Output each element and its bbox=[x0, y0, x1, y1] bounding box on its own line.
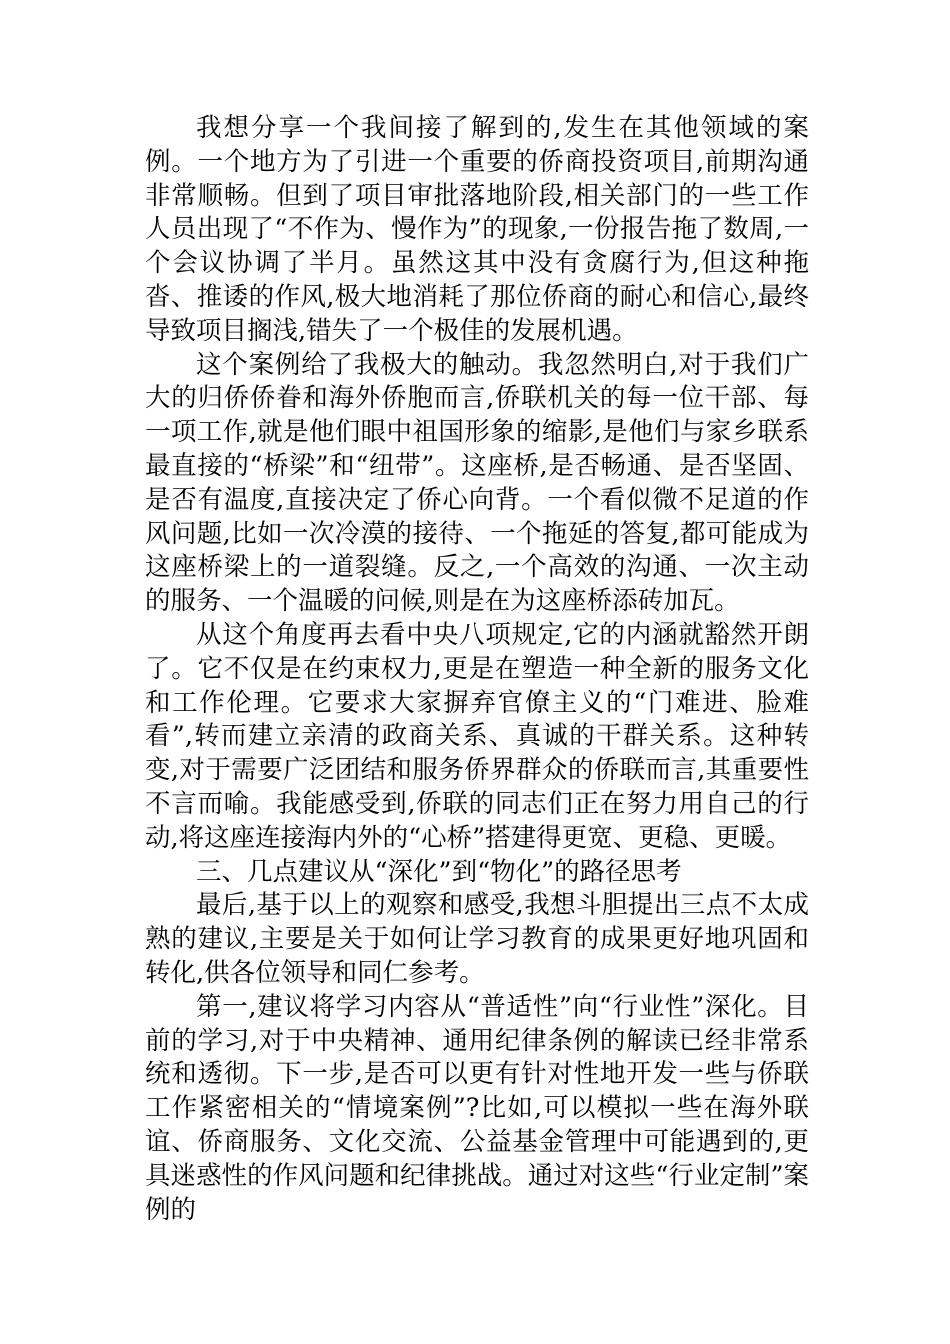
section-heading: 三、几点建议从“深化”到“物化”的路径思考 bbox=[196, 856, 682, 887]
paragraph-first-suggestion: 第一,建议将学习内容从“普适性”向“行业性”深化。目前的学习,对于中央精神、通用纪律条例的解读已经非常系统和透彻。下一步,是否可以更有针对性地开发一些与侨联工作紧密相关的“情境案例”?比如,可以模拟一些在海外联谊、侨商服务、文化交流、公益基金管理中可能遇到的,更具迷惑性的作风问题和纪律挑战。通过对这些“行业定制”案例的 bbox=[145, 991, 809, 1225]
paragraph-case-study: 我想分享一个我间接了解到的,发生在其他领域的案例。一个地方为了引进一个重要的侨商投资项目,前期沟通非常顺畅。但到了项目审批落地阶段,相关部门的一些工作人员出现了“不作为、慢作为”的现象,一份报告拖了数周,一个会议协调了半月。虽然这其中没有贪腐行为,但这种拖沓、推诿的作风,极大地消耗了那位侨商的耐心和信心,最终导致项目搁浅,错失了一个极佳的发展机遇。 bbox=[145, 113, 809, 346]
document-page bbox=[145, 112, 809, 1227]
paragraph-reflection: 这个案例给了我极大的触动。我忽然明白,对于我们广大的归侨侨眷和海外侨胞而言,侨联机关的每一位干部、每一项工作,就是他们眼中祖国形象的缩影,是他们与家乡联系最直接的“桥梁”和“纽带”。这座桥,是否畅通、是否坚固、是否有温度,直接决定了侨心向背。一个看似微不足道的作风问题,比如一次冷漠的接待、一个拖延的答复,都可能成为这座桥梁上的一道裂缝。反之,一个高效的沟通、一次主动的服务、一个温暖的问候,则是在为这座桥添砖加瓦。 bbox=[145, 349, 809, 617]
paragraph-eight-rules: 从这个角度再去看中央八项规定,它的内涵就豁然开朗了。它不仅是在约束权力,更是在塑造一种全新的服务文化和工作伦理。它要求大家摒弃官僚主义的“门难进、脸难看”,转而建立亲清的政商关系、真诚的干群关系。这种转变,对于需要广泛团结和服务侨界群众的侨联而言,其重要性不言而喻。我能感受到,侨联的同志们正在努力用自己的行动,将这座连接海内外的“心桥”搭建得更宽、更稳、更暖。 bbox=[145, 619, 809, 853]
paragraph-suggestions-intro: 最后,基于以上的观察和感受,我想斗胆提出三点不太成熟的建议,主要是关于如何让学习教育的成果更好地巩固和转化,供各位领导和同仁参考。 bbox=[145, 890, 809, 988]
